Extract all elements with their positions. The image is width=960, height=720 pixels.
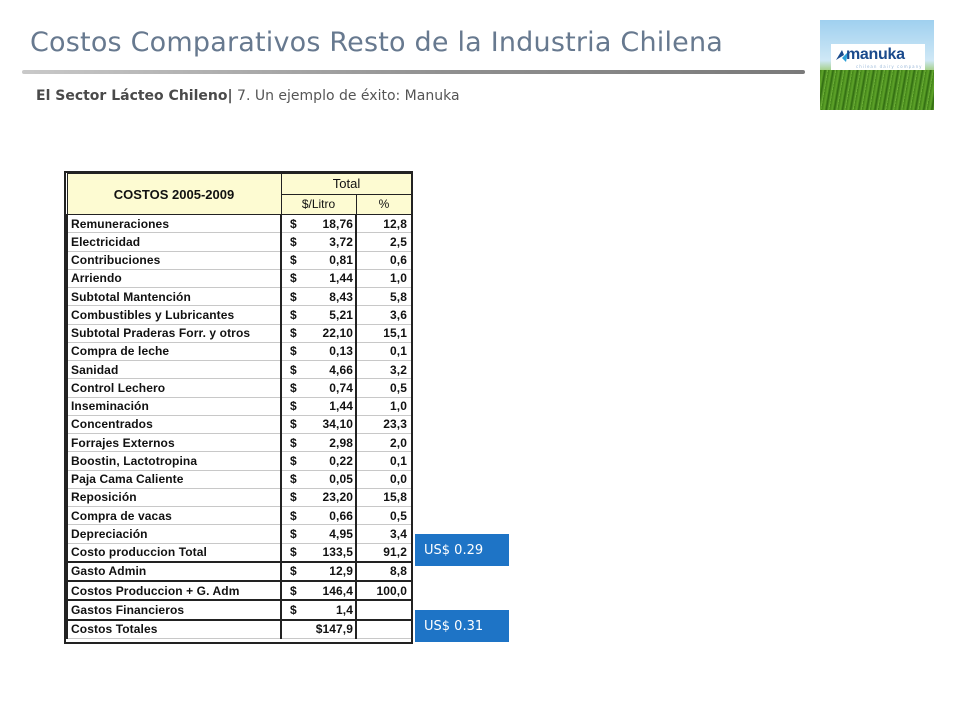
table-row bbox=[67, 251, 412, 269]
table-row bbox=[67, 342, 412, 360]
currency-sign: $ bbox=[290, 216, 297, 231]
row-label: Compra de leche bbox=[67, 342, 281, 360]
row-percent: 12,8 bbox=[356, 215, 412, 233]
cost-value: 8,43 bbox=[329, 289, 353, 304]
row-label: Combustibles y Lubricantes bbox=[67, 306, 281, 324]
row-label: Costos Totales bbox=[67, 620, 281, 639]
row-percent: 8,8 bbox=[356, 562, 412, 581]
subtitle-section: El Sector Lácteo Chileno| bbox=[36, 88, 233, 104]
logo-grass bbox=[820, 70, 934, 110]
currency-sign: $ bbox=[290, 564, 297, 579]
cost-value: 146,4 bbox=[322, 583, 353, 598]
slide-title: Costos Comparativos Resto de la Industria Chilena bbox=[30, 27, 724, 58]
table-row bbox=[67, 233, 412, 251]
row-percent: 3,2 bbox=[356, 361, 412, 379]
cost-value: 4,66 bbox=[329, 362, 353, 377]
row-label: Arriendo bbox=[67, 269, 281, 287]
row-label: Concentrados bbox=[67, 415, 281, 433]
row-percent: 100,0 bbox=[356, 581, 412, 600]
cost-value: 0,05 bbox=[329, 472, 353, 487]
row-percent: 2,0 bbox=[356, 434, 412, 452]
cost-value: 4,95 bbox=[329, 526, 353, 541]
table-row bbox=[67, 488, 412, 506]
table-row bbox=[67, 620, 412, 639]
row-liter-cost bbox=[281, 233, 356, 251]
row-percent: 3,6 bbox=[356, 306, 412, 324]
subtitle-topic: 7. Un ejemplo de éxito: Manuka bbox=[232, 88, 460, 104]
percent-column-header: % bbox=[356, 194, 412, 215]
cost-value: 133,5 bbox=[322, 545, 353, 560]
liter-column-header: $/Litro bbox=[281, 194, 356, 215]
row-liter-cost bbox=[281, 342, 356, 360]
row-label: Costos Produccion + G. Adm bbox=[67, 581, 281, 600]
row-percent: 15,1 bbox=[356, 324, 412, 342]
table-row bbox=[67, 470, 412, 488]
row-label: Sanidad bbox=[67, 361, 281, 379]
table-row bbox=[67, 452, 412, 470]
row-percent: 5,8 bbox=[356, 288, 412, 306]
row-percent: 23,3 bbox=[356, 415, 412, 433]
row-liter-cost bbox=[281, 397, 356, 415]
row-label: Electricidad bbox=[67, 233, 281, 251]
row-percent: 0,5 bbox=[356, 507, 412, 525]
row-label: Compra de vacas bbox=[67, 507, 281, 525]
row-percent: 0,6 bbox=[356, 251, 412, 269]
table-row bbox=[67, 581, 412, 600]
currency-sign: $ bbox=[290, 490, 297, 505]
row-liter-cost bbox=[281, 452, 356, 470]
row-label: Control Lechero bbox=[67, 379, 281, 397]
logo-tagline: chilean dairy company bbox=[856, 64, 923, 69]
row-liter-cost bbox=[281, 415, 356, 433]
row-liter-cost bbox=[281, 507, 356, 525]
row-liter-cost bbox=[281, 288, 356, 306]
currency-sign: $ bbox=[290, 472, 297, 487]
manuka-logo bbox=[820, 20, 934, 110]
table-row bbox=[67, 361, 412, 379]
row-liter-cost bbox=[281, 269, 356, 287]
table-row bbox=[67, 324, 412, 342]
row-liter-cost bbox=[281, 488, 356, 506]
row-label: Subtotal Mantención bbox=[67, 288, 281, 306]
slide-subtitle bbox=[36, 88, 460, 104]
cost-value: 1,44 bbox=[329, 271, 353, 286]
row-percent: 0,5 bbox=[356, 379, 412, 397]
currency-sign: $ bbox=[290, 326, 297, 341]
row-liter-cost bbox=[281, 525, 356, 543]
row-label: Inseminación bbox=[67, 397, 281, 415]
row-liter-cost bbox=[281, 379, 356, 397]
cost-value: 5,21 bbox=[329, 307, 353, 322]
table-row bbox=[67, 434, 412, 452]
currency-sign: $ bbox=[290, 526, 297, 541]
currency-sign: $ bbox=[290, 380, 297, 395]
cost-value: 3,72 bbox=[329, 234, 353, 249]
row-percent: 0,1 bbox=[356, 452, 412, 470]
row-label: Reposición bbox=[67, 488, 281, 506]
cost-value: 18,76 bbox=[322, 216, 353, 231]
table-row bbox=[67, 600, 412, 619]
costs-table bbox=[64, 171, 413, 644]
logo-brand: manuka bbox=[846, 46, 905, 63]
row-label: Costo produccion Total bbox=[67, 543, 281, 562]
cost-value: 2,98 bbox=[329, 435, 353, 450]
table-row bbox=[67, 269, 412, 287]
row-percent: 3,4 bbox=[356, 525, 412, 543]
cost-value: 12,9 bbox=[329, 564, 353, 579]
row-liter-cost bbox=[281, 434, 356, 452]
row-percent bbox=[356, 620, 412, 639]
cost-value: 34,10 bbox=[322, 417, 353, 432]
usd-callout-production: US$ 0.29 bbox=[415, 534, 509, 566]
row-label: Forrajes Externos bbox=[67, 434, 281, 452]
cost-value: 0,74 bbox=[329, 380, 353, 395]
row-liter-cost bbox=[281, 324, 356, 342]
currency-sign: $ bbox=[290, 602, 297, 617]
row-percent: 0,1 bbox=[356, 342, 412, 360]
usd-callout-total: US$ 0.31 bbox=[415, 610, 509, 642]
table-title: COSTOS 2005-2009 bbox=[67, 174, 281, 215]
currency-sign: $ bbox=[290, 417, 297, 432]
row-liter-cost bbox=[281, 470, 356, 488]
row-percent: 1,0 bbox=[356, 397, 412, 415]
currency-sign: $ bbox=[290, 307, 297, 322]
row-label: Subtotal Praderas Forr. y otros bbox=[67, 324, 281, 342]
row-label: Remuneraciones bbox=[67, 215, 281, 233]
cost-value: 22,10 bbox=[322, 326, 353, 341]
row-liter-cost bbox=[281, 215, 356, 233]
currency-sign: $ bbox=[290, 344, 297, 359]
currency-sign: $ bbox=[290, 362, 297, 377]
row-liter-cost bbox=[281, 306, 356, 324]
cost-value: 1,44 bbox=[329, 399, 353, 414]
table-row bbox=[67, 379, 412, 397]
row-liter-cost bbox=[281, 361, 356, 379]
table-row bbox=[67, 562, 412, 581]
table-row bbox=[67, 288, 412, 306]
row-liter-cost bbox=[281, 581, 356, 600]
table-row bbox=[67, 543, 412, 562]
table-row bbox=[67, 397, 412, 415]
currency-sign: $ bbox=[290, 234, 297, 249]
row-percent: 2,5 bbox=[356, 233, 412, 251]
cost-value: 23,20 bbox=[322, 490, 353, 505]
row-label: Contribuciones bbox=[67, 251, 281, 269]
row-percent bbox=[356, 600, 412, 619]
row-label: Depreciación bbox=[67, 525, 281, 543]
currency-sign: $ bbox=[290, 271, 297, 286]
cost-value: 1,4 bbox=[336, 602, 353, 617]
row-liter-cost bbox=[281, 600, 356, 619]
cost-value: 0,66 bbox=[329, 508, 353, 523]
cost-value: 0,22 bbox=[329, 453, 353, 468]
table-row bbox=[67, 415, 412, 433]
currency-sign: $ bbox=[290, 253, 297, 268]
row-label: Boostin, Lactotropina bbox=[67, 452, 281, 470]
currency-sign: $ bbox=[290, 508, 297, 523]
table-body bbox=[67, 215, 412, 639]
currency-sign: $ bbox=[290, 583, 297, 598]
row-label: Gastos Financieros bbox=[67, 600, 281, 619]
cost-value: 0,13 bbox=[329, 344, 353, 359]
row-percent: 1,0 bbox=[356, 269, 412, 287]
table-row bbox=[67, 525, 412, 543]
table-row bbox=[67, 306, 412, 324]
table-row bbox=[67, 215, 412, 233]
row-liter-cost bbox=[281, 562, 356, 581]
row-liter-cost bbox=[281, 543, 356, 562]
cost-value: 0,81 bbox=[329, 253, 353, 268]
currency-sign: $ bbox=[290, 399, 297, 414]
row-percent: 0,0 bbox=[356, 470, 412, 488]
cost-value: $147,9 bbox=[315, 622, 353, 637]
row-label: Paja Cama Caliente bbox=[67, 470, 281, 488]
row-liter-cost bbox=[281, 620, 356, 639]
table-row bbox=[67, 507, 412, 525]
row-percent: 15,8 bbox=[356, 488, 412, 506]
currency-sign: $ bbox=[290, 545, 297, 560]
row-percent: 91,2 bbox=[356, 543, 412, 562]
total-header: Total bbox=[281, 174, 412, 195]
row-label: Gasto Admin bbox=[67, 562, 281, 581]
row-liter-cost bbox=[281, 251, 356, 269]
title-divider bbox=[22, 70, 805, 74]
currency-sign: $ bbox=[290, 289, 297, 304]
currency-sign: $ bbox=[290, 435, 297, 450]
currency-sign: $ bbox=[290, 453, 297, 468]
